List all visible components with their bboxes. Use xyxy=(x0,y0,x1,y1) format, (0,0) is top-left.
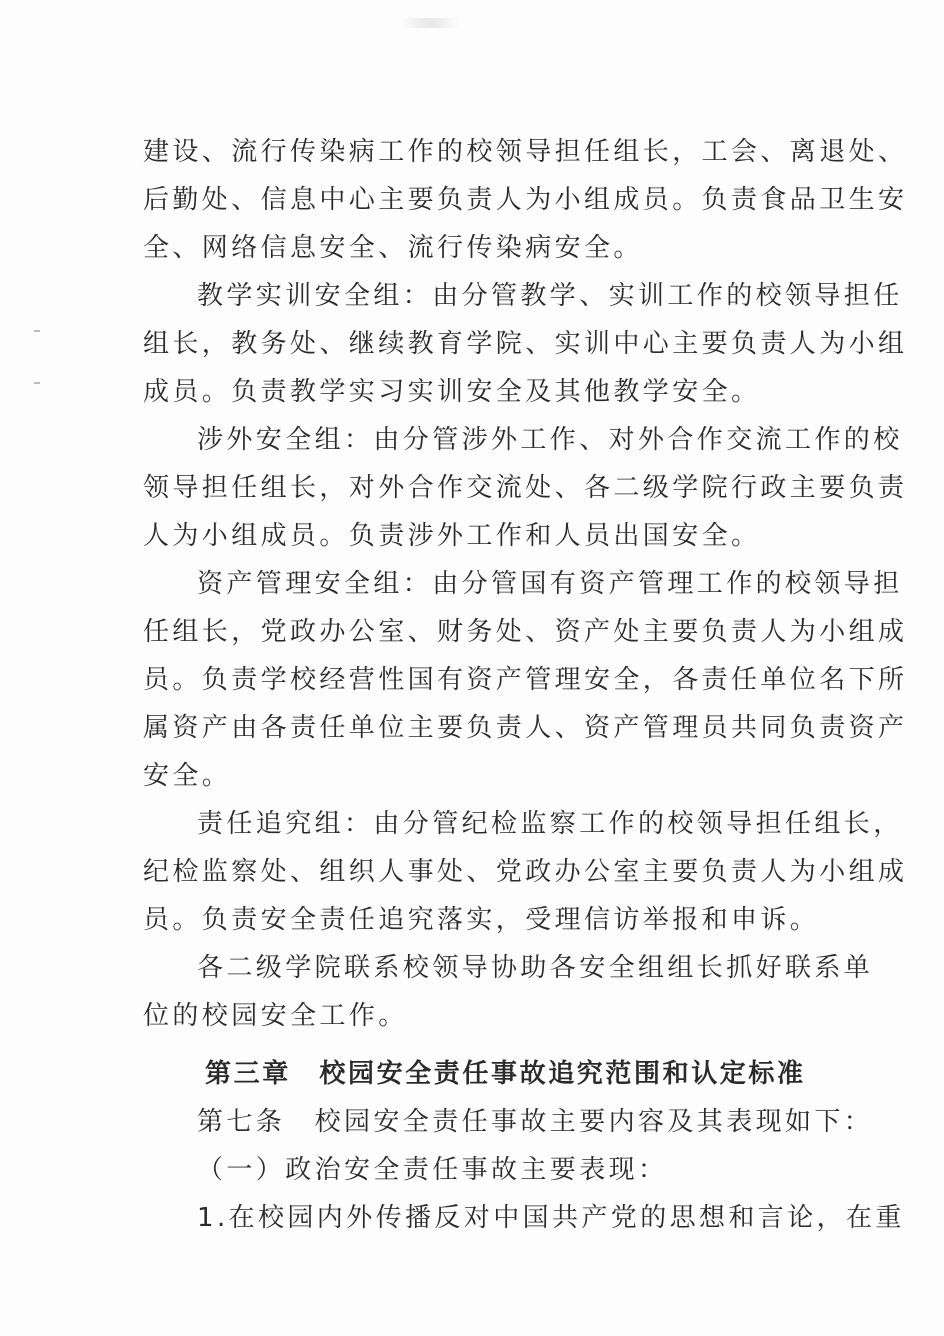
paragraph-line: 任组长，党政办公室、财务处、资产处主要负责人为小组成 xyxy=(143,617,908,647)
paragraph-line: 后勤处、信息中心主要负责人为小组成员。负责食品卫生安 xyxy=(143,185,908,215)
paragraph-line: 1.在校园内外传播反对中国共产党的思想和言论，在重 xyxy=(197,1203,905,1233)
paragraph-line: 教学实训安全组：由分管教学、实训工作的校领导担任 xyxy=(197,281,903,311)
paragraph-line: 领导担任组长，对外合作交流处、各二级学院行政主要负责 xyxy=(143,473,908,503)
paragraph-line: 责任追究组：由分管纪检监察工作的校领导担任组长， xyxy=(197,809,903,839)
paragraph-line: 涉外安全组：由分管涉外工作、对外合作交流工作的校 xyxy=(197,425,903,455)
scan-speck xyxy=(34,382,40,384)
paragraph-line: 资产管理安全组：由分管国有资产管理工作的校领导担 xyxy=(197,569,903,599)
paragraph-line: 组长，教务处、继续教育学院、实训中心主要负责人为小组 xyxy=(143,329,908,359)
chapter-heading: 第三章 校园安全责任事故追究范围和认定标准 xyxy=(205,1059,806,1089)
article-line: 第七条 校园安全责任事故主要内容及其表现如下： xyxy=(197,1107,874,1137)
paragraph-line: 员。负责学校经营性国有资产管理安全，各责任单位名下所 xyxy=(143,665,908,695)
scan-speck xyxy=(34,330,40,332)
paragraph-line: 各二级学院联系校领导协助各安全组组长抓好联系单 xyxy=(197,953,874,983)
paragraph-line: （一）政治安全责任事故主要表现： xyxy=(197,1155,668,1185)
document-body xyxy=(143,128,908,1242)
paragraph-line: 人为小组成员。负责涉外工作和人员出国安全。 xyxy=(143,521,761,551)
paragraph-line: 位的校园安全工作。 xyxy=(143,1001,408,1031)
paragraph-line: 员。负责安全责任追究落实，受理信访举报和申诉。 xyxy=(143,905,820,935)
paragraph-line: 建设、流行传染病工作的校领导担任组长，工会、离退处、 xyxy=(143,137,908,167)
paragraph-line: 属资产由各责任单位主要负责人、资产管理员共同负责资产 xyxy=(143,713,908,743)
paragraph-line: 安全。 xyxy=(143,761,232,791)
scan-artifact xyxy=(400,18,460,28)
paragraph-line: 成员。负责教学实习实训安全及其他教学安全。 xyxy=(143,377,761,407)
paragraph-line: 纪检监察处、组织人事处、党政办公室主要负责人为小组成 xyxy=(143,857,908,887)
paragraph-line: 全、网络信息安全、流行传染病安全。 xyxy=(143,233,643,263)
